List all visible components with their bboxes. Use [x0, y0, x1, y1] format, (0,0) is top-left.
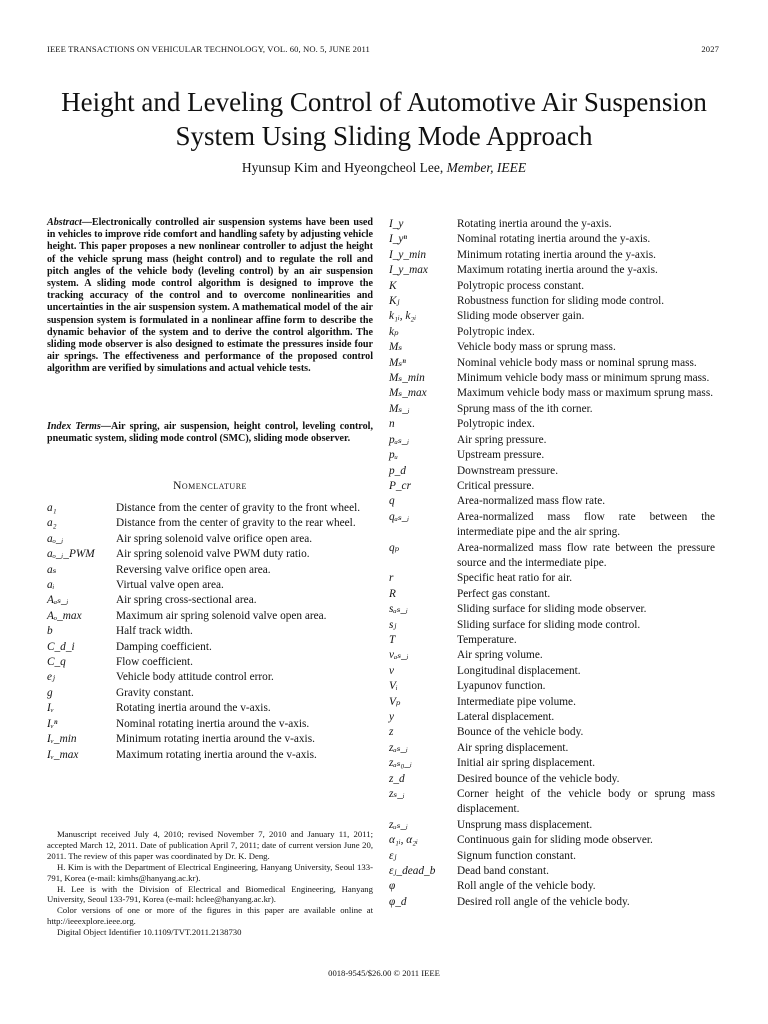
nomenclature-definition: Area-normalized mass flow rate.: [457, 495, 606, 508]
nomenclature-definition: Longitudinal displacement.: [457, 664, 581, 677]
nomenclature-entry: [47, 717, 373, 732]
nomenclature-symbol: pᵤ: [389, 449, 398, 462]
footnotes: [47, 829, 373, 938]
nomenclature-definition: Robustness function for sliding mode control.: [457, 295, 665, 308]
nomenclature-entry: [389, 879, 715, 894]
nomenclature-definition: Area-normalized mass flow rate between the intermediate pipe and the air spring.: [457, 510, 715, 539]
nomenclature-definition: Corner height of the vehicle body or sprung mass displacement.: [457, 788, 715, 816]
nomenclature-entry: [389, 340, 715, 355]
nomenclature-symbol: K: [389, 279, 397, 292]
nomenclature-symbol: C_q: [47, 656, 66, 669]
nomenclature-definition: Virtual valve open area.: [116, 579, 224, 592]
nomenclature-definition: Polytropic index.: [457, 325, 535, 338]
nomenclature-symbol: Mₛ_ᵢ: [389, 402, 410, 415]
nomenclature-entry: [389, 263, 715, 278]
nomenclature-definition: Polytropic process constant.: [457, 279, 585, 292]
nomenclature-entry: [389, 479, 715, 494]
nomenclature-symbol: Iᵥⁿ: [47, 717, 58, 730]
nomenclature-entry: [47, 501, 373, 516]
nomenclature-definition: Unsprung mass displacement.: [457, 818, 593, 831]
nomenclature-symbol: zₐₛ₀_ᵢ: [389, 757, 412, 770]
nomenclature-definition: Maximum rotating inertia around the y-axis.: [457, 264, 658, 277]
index-terms-text: —Air spring, air suspension, height control, leveling control, pneumatic system, sliding mode control (SMC), sliding mode observer.: [47, 421, 373, 445]
nomenclature-definition: Sliding mode observer gain.: [457, 310, 585, 323]
nomenclature-definition: Rotating inertia around the y-axis.: [457, 218, 612, 230]
nomenclature-entry: [389, 232, 715, 247]
nomenclature-symbol: I_y_max: [389, 264, 428, 277]
nomenclature-entry: [389, 618, 715, 633]
nomenclature-symbol: v: [389, 664, 395, 677]
nomenclature-definition: Polytropic index.: [457, 418, 535, 431]
nomenclature-symbol: Aₐₛ_ᵢ: [47, 594, 69, 607]
nomenclature-definition: Critical pressure.: [457, 479, 535, 492]
nomenclature-symbol: φ: [389, 880, 396, 893]
nomenclature-entry: [389, 571, 715, 586]
nomenclature-symbol: vₐₛ_ᵢ: [389, 649, 409, 662]
nomenclature-entry: [389, 541, 715, 572]
nomenclature-symbol: Mₛ_min: [389, 372, 425, 385]
nomenclature-symbol: b: [47, 625, 53, 638]
nomenclature-definition: Dead band constant.: [457, 865, 549, 878]
nomenclature-definition: Rotating inertia around the v-axis.: [116, 702, 271, 715]
nomenclature-definition: Minimum rotating inertia around the v-axis.: [116, 733, 315, 746]
nomenclature-definition: Signum function constant.: [457, 849, 576, 862]
running-header: [47, 44, 719, 58]
nomenclature-definition: Downstream pressure.: [457, 464, 559, 477]
nomenclature-entry: [389, 294, 715, 309]
nomenclature-entry: [47, 624, 373, 639]
nomenclature-entry: [389, 833, 715, 848]
nomenclature-entry: [47, 593, 373, 608]
nomenclature-definition: Nominal vehicle body mass or nominal sprung mass.: [457, 356, 697, 369]
nomenclature-entry: [389, 279, 715, 294]
nomenclature-symbol: aₒ_ᵢ: [47, 532, 64, 545]
nomenclature-entry: [47, 686, 373, 701]
nomenclature-symbol: q: [389, 495, 395, 508]
nomenclature-symbol: zₐₛ_ᵢ: [389, 741, 408, 754]
nomenclature-definition: Initial air spring displacement.: [457, 757, 596, 770]
nomenclature-entry: [47, 701, 373, 716]
nomenclature-entry: [389, 772, 715, 787]
copyright-line: 0018-9545/$26.00 © 2011 IEEE: [328, 968, 440, 978]
nomenclature-entry: [389, 664, 715, 679]
nomenclature-entry: [389, 679, 715, 694]
footnote: Digital Object Identifier 10.1109/TVT.2011.2138730: [57, 927, 242, 938]
nomenclature-entry: [389, 433, 715, 448]
nomenclature-entry: [389, 325, 715, 340]
nomenclature-definition: Roll angle of the vehicle body.: [457, 880, 596, 893]
abstract: [47, 217, 373, 376]
nomenclature-definition: Nominal rotating inertia around the v-axis.: [116, 717, 310, 730]
nomenclature-definition: Air spring volume.: [457, 649, 543, 662]
nomenclature-symbol: Mₛ_max: [389, 387, 427, 400]
nomenclature-entry: [389, 633, 715, 648]
nomenclature-symbol: z: [389, 726, 394, 739]
nomenclature-definition: Sliding surface for sliding mode observer.: [457, 603, 647, 616]
nomenclature-entry: [389, 849, 715, 864]
nomenclature-entry: [389, 818, 715, 833]
nomenclature-entry: [389, 309, 715, 324]
nomenclature-definition: Maximum vehicle body mass or maximum sprung mass.: [457, 387, 714, 400]
nomenclature-entry: [389, 895, 715, 910]
nomenclature-entry: [389, 725, 715, 740]
nomenclature-definition: Air spring displacement.: [457, 741, 569, 754]
nomenclature-symbol: eⱼ: [47, 671, 55, 684]
nomenclature-symbol: zₛ_ᵢ: [389, 788, 405, 801]
nomenclature-symbol: Iᵥ_max: [47, 748, 79, 761]
nomenclature-symbol: a₂: [47, 517, 57, 530]
nomenclature-entry: [389, 217, 715, 232]
nomenclature-definition: Continuous gain for sliding mode observer.: [457, 834, 653, 847]
nomenclature-entry: [389, 371, 715, 386]
nomenclature-entry: [47, 609, 373, 624]
nomenclature-definition: Perfect gas constant.: [457, 587, 551, 600]
nomenclature-entry: [389, 587, 715, 602]
nomenclature-symbol: Iᵥ_min: [47, 733, 77, 746]
nomenclature-definition: Upstream pressure.: [457, 449, 545, 462]
nomenclature-entry: [389, 741, 715, 756]
nomenclature-definition: Air spring solenoid valve orifice open area.: [116, 532, 313, 545]
nomenclature-symbol: z_d: [389, 772, 405, 785]
nomenclature-symbol: R: [389, 587, 396, 600]
nomenclature-definition: Gravity constant.: [116, 686, 194, 699]
nomenclature-definition: Temperature.: [457, 633, 517, 646]
nomenclature-entry: [47, 547, 373, 562]
nomenclature-symbol: Iᵥ: [47, 702, 54, 715]
nomenclature-entry: [389, 695, 715, 710]
index-terms-label: Index Terms: [47, 421, 101, 432]
nomenclature-symbol: aₛ: [47, 563, 57, 576]
nomenclature-definition: Sprung mass of the ith corner.: [457, 402, 593, 415]
nomenclature-entry: [389, 648, 715, 663]
nomenclature-entry: [389, 756, 715, 771]
nomenclature-definition: Desired bounce of the vehicle body.: [457, 772, 620, 785]
nomenclature-definition: Area-normalized mass flow rate between the pressure source and the intermediate pipe.: [457, 541, 715, 569]
nomenclature-definition: Sliding surface for sliding mode control.: [457, 618, 641, 631]
nomenclature-entry: [389, 448, 715, 463]
nomenclature-symbol: I_y_min: [389, 248, 427, 261]
nomenclature-definition: Half track width.: [116, 625, 193, 638]
nomenclature-heading: Nomenclature: [173, 480, 247, 492]
abstract-text: —Electronically controlled air suspension systems have been used in vehicles to improve ride comfort and handling safety by adjusting vehicle height. This paper proposes a new nonlinear controller to adjust the height of the vehicle sprung mass (height control) and to regulate the roll and pitch angles of the vehicle body (leveling control) by an air suspension system. A sliding mode control algorithm is designed to improve the tracking accuracy of the control and to overcome nonlinearities and uncertainties in the air suspension system. A mathematical model of the air suspension system is formulated in a nonlinear affine form to describe the dynamic behavior of the system and to derive the control algorithm. The sliding mode observer is also designed to estimate the pressures inside four air springs. The effectiveness and performance of the proposed control algorithm are verified by simulations and actual vehicle tests.: [47, 217, 373, 375]
nomenclature-list-right: [389, 217, 715, 910]
nomenclature-entry: [47, 563, 373, 578]
nomenclature-symbol: r: [389, 572, 394, 585]
nomenclature-symbol: φ_d: [389, 895, 407, 908]
nomenclature-symbol: P_cr: [389, 479, 411, 492]
nomenclature-symbol: Vₚ: [389, 695, 401, 708]
nomenclature-definition: Air spring cross-sectional area.: [116, 594, 257, 607]
nomenclature-symbol: Aₒ_max: [47, 609, 82, 622]
nomenclature-entry: [389, 510, 715, 541]
nomenclature-symbol: Vᵢ: [389, 680, 398, 693]
nomenclature-definition: Flow coefficient.: [116, 656, 193, 669]
nomenclature-symbol: a₁: [47, 502, 57, 514]
nomenclature-symbol: kₚ: [389, 325, 399, 338]
footnote: H. Lee is with the Division of Electrical and Biomedical Engineering, Hanyang University, Seoul 133-791, Korea (e-mail: hclee@hanyang.ac.kr).: [47, 883, 373, 905]
nomenclature-entry: [389, 386, 715, 401]
nomenclature-definition: Air spring pressure.: [457, 433, 547, 446]
nomenclature-entry: [47, 670, 373, 685]
nomenclature-symbol: qₐₛ_ᵢ: [389, 510, 410, 523]
nomenclature-entry: [389, 417, 715, 432]
nomenclature-entry: [47, 655, 373, 670]
nomenclature-symbol: n: [389, 418, 395, 431]
nomenclature-definition: Distance from the center of gravity to the front wheel.: [116, 502, 361, 514]
nomenclature-definition: Reversing valve orifice open area.: [116, 563, 271, 576]
nomenclature-symbol: pₐₛ_ᵢ: [389, 433, 410, 446]
nomenclature-entry: [389, 710, 715, 725]
nomenclature-symbol: k₁ᵢ, k₂ᵢ: [389, 310, 417, 323]
abstract-label: Abstract: [47, 217, 82, 228]
nomenclature-entry: [389, 356, 715, 371]
nomenclature-symbol: p_d: [389, 464, 406, 477]
nomenclature-entry: [389, 494, 715, 509]
nomenclature-symbol: sₐₛ_ᵢ: [389, 603, 408, 616]
nomenclature-definition: Air spring solenoid valve PWM duty ratio.: [116, 548, 310, 561]
author-line: [0, 160, 768, 176]
nomenclature-symbol: εⱼ_dead_b: [389, 865, 436, 878]
nomenclature-symbol: y: [389, 711, 395, 723]
nomenclature-entry: [47, 516, 373, 531]
nomenclature-entry: [389, 402, 715, 417]
nomenclature-symbol: zᵤₛ_ᵢ: [389, 818, 408, 831]
nomenclature-symbol: Mₛ: [389, 341, 403, 354]
nomenclature-symbol: sⱼ: [389, 618, 397, 631]
nomenclature-definition: Specific heat ratio for air.: [457, 572, 573, 585]
nomenclature-symbol: qₚ: [389, 541, 400, 554]
nomenclature-symbol: Kⱼ: [389, 295, 400, 308]
nomenclature-entry: [47, 748, 373, 763]
nomenclature-symbol: g: [47, 686, 53, 699]
nomenclature-definition: Lateral displacement.: [457, 711, 555, 723]
nomenclature-definition: Nominal rotating inertia around the y-axis.: [457, 233, 651, 246]
nomenclature-definition: Minimum rotating inertia around the y-axis.: [457, 248, 656, 261]
nomenclature-definition: Vehicle body attitude control error.: [116, 671, 274, 684]
nomenclature-definition: Minimum vehicle body mass or minimum sprung mass.: [457, 372, 710, 385]
nomenclature-entry: [389, 864, 715, 879]
nomenclature-definition: Maximum rotating inertia around the v-axis.: [116, 748, 317, 761]
nomenclature-symbol: I_yⁿ: [389, 233, 407, 246]
footnote: Color versions of one or more of the figures in this paper are available online at http://ieeexplore.ieee.org.: [47, 905, 373, 927]
nomenclature-entry: [47, 578, 373, 593]
nomenclature-symbol: C_d_i: [47, 640, 75, 653]
nomenclature-symbol: aₒ_ᵢ_PWM: [47, 548, 95, 561]
paper-title: Height and Leveling Control of Automotive Air Suspension System Using Sliding Mode Approach: [61, 87, 707, 151]
nomenclature-definition: Lyapunov function.: [457, 680, 546, 693]
nomenclature-symbol: aᵢ: [47, 579, 55, 592]
journal-name: IEEE TRANSACTIONS ON VEHICULAR TECHNOLOGY, VOL. 60, NO. 5, JUNE 2011: [47, 44, 370, 54]
nomenclature-entry: [389, 248, 715, 263]
author-membership: Member, IEEE: [446, 160, 527, 175]
nomenclature-list-left: [47, 501, 373, 763]
index-terms: [47, 421, 373, 445]
nomenclature-symbol: εⱼ: [389, 849, 397, 862]
nomenclature-definition: Intermediate pipe volume.: [457, 695, 576, 708]
nomenclature-symbol: Mₛⁿ: [389, 356, 406, 369]
nomenclature-definition: Damping coefficient.: [116, 640, 212, 653]
nomenclature-definition: Maximum air spring solenoid valve open area.: [116, 609, 327, 622]
nomenclature-symbol: α₁ᵢ, α₂ᵢ: [389, 834, 418, 847]
nomenclature-entry: [47, 640, 373, 655]
nomenclature-symbol: I_y: [389, 218, 404, 230]
nomenclature-definition: Bounce of the vehicle body.: [457, 726, 584, 739]
nomenclature-definition: Distance from the center of gravity to the rear wheel.: [116, 517, 356, 530]
nomenclature-definition: Desired roll angle of the vehicle body.: [457, 895, 630, 908]
nomenclature-entry: [389, 464, 715, 479]
nomenclature-definition: Vehicle body mass or sprung mass.: [457, 341, 616, 354]
nomenclature-entry: [47, 732, 373, 747]
author-names: Hyunsup Kim and Hyeongcheol Lee,: [241, 160, 444, 175]
page-number: 2027: [701, 44, 719, 54]
nomenclature-entry: [47, 532, 373, 547]
footnote: H. Kim is with the Department of Electrical Engineering, Hanyang University, Seoul 133-791, Korea (e-mail: kimhs@hanyang.ac.kr).: [47, 861, 373, 883]
footnote: Manuscript received July 4, 2010; revised November 7, 2010 and January 11, 2011; accepted March 12, 2011. Date of publication April 7, 2011; date of current version June 20, 2011. The review of this paper was coordinated by Dr. K. Deng.: [47, 829, 373, 861]
nomenclature-symbol: T: [389, 633, 396, 646]
nomenclature-entry: [389, 787, 715, 818]
nomenclature-entry: [389, 602, 715, 617]
